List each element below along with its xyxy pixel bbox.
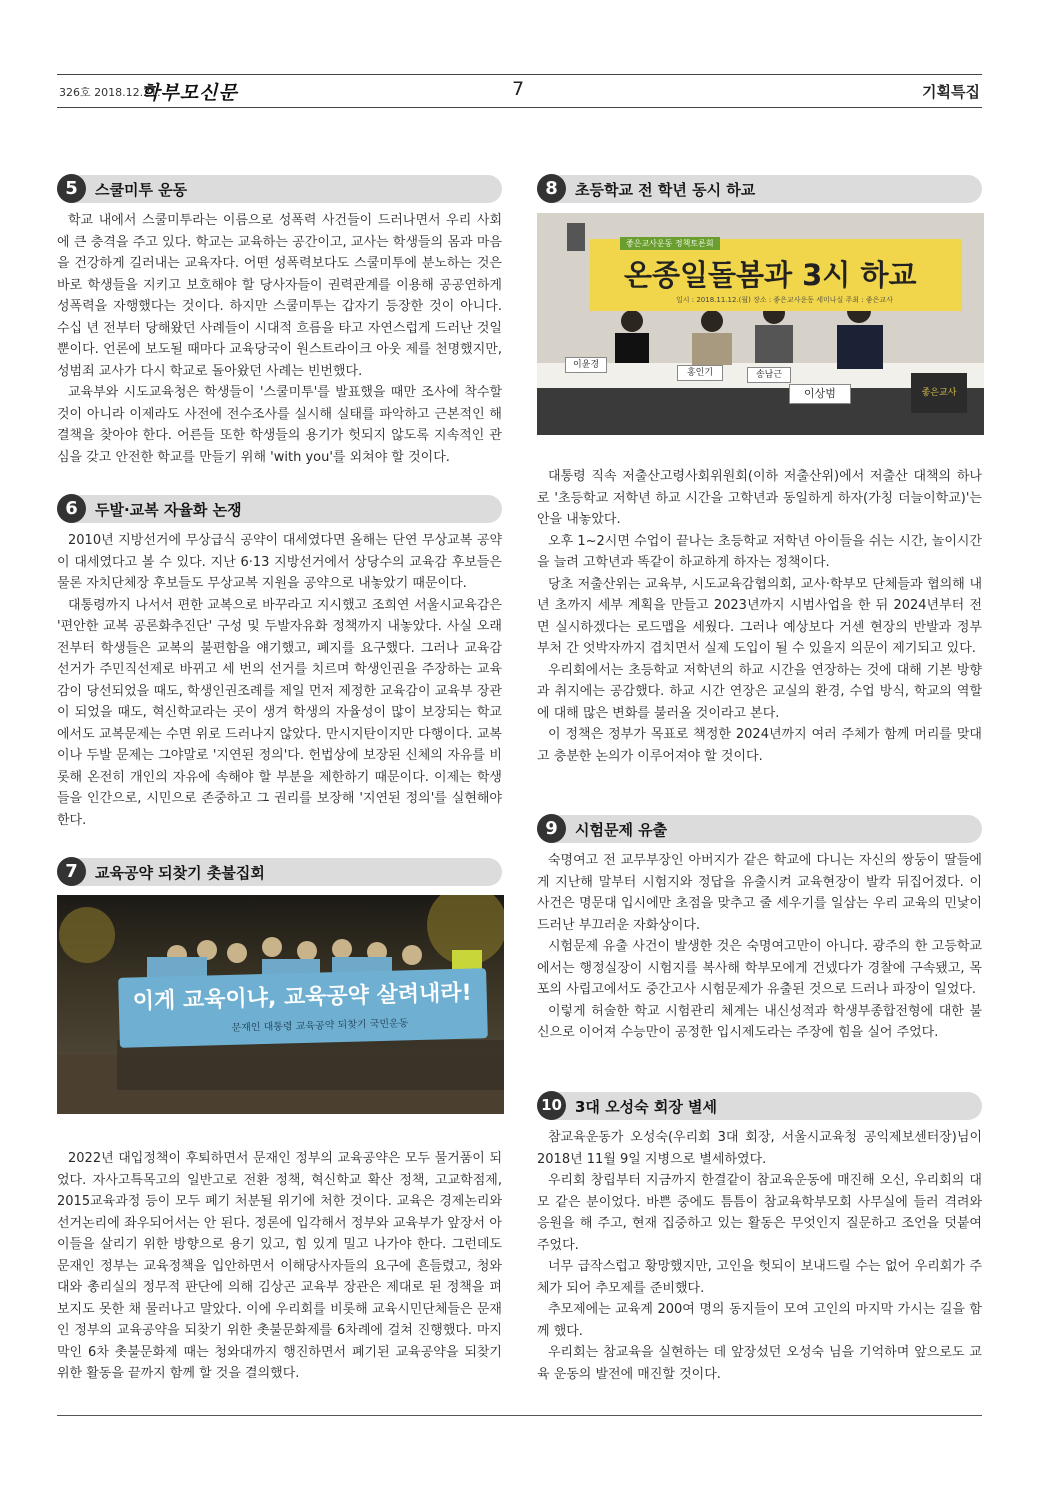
paragraph: 이 정책은 정부가 목표로 책정한 2024년까지 여러 주체가 함께 머리를 맞대고 충분한 논의가 이루어져야 할 것이다.: [537, 727, 982, 764]
nameplate: 송남근: [747, 367, 791, 383]
section-5-body: [57, 210, 502, 468]
section-8-body: [537, 466, 982, 767]
section-number: 8: [537, 174, 566, 203]
paragraph: 학교 내에서 스쿨미투라는 이름으로 성폭력 사건들이 드러나면서 우리 사회에 큰 충격을 주고 있다. 학교는 교육하는 공간이고, 교사는 학생들의 몸과 마음을 건강하게 길러내는 교육자다. 어떤 성폭력보다도 스쿨미투에 분노하는 것은 바로 학생들을 지키고 보호해야 할 당사자들이 권력관계를 이용해 공공연하게 성폭력을 자행했다는 것이다. 하지만 스쿨미투는 갑자기 등장한 것이 아니다. 수십 년 전부터 당해왔던 사례들이 시대적 흐름을 타고 자연스럽게 드러난 것일 뿐이다. 언론에 보도될 때마다 교육당국이 원스트라이크 아웃 제를 천명했지만, 성범죄 교사가 다시 학교로 돌아왔던 사례는 빈번했다.: [57, 213, 502, 379]
paragraph: 우리회에서는 초등학교 저학년의 하교 시간을 연장하는 것에 대해 기본 방향과 취지에는 공감했다. 하교 시간 연장은 교실의 환경, 수업 방식, 학교의 역할에 대해 많은 변화를 불러올 것이라고 본다.: [537, 662, 982, 721]
forum-photo: [537, 213, 984, 435]
section-title: 초등학교 전 학년 동시 하교: [575, 181, 756, 199]
paragraph: 너무 급작스럽고 황망했지만, 고인을 헛되이 보내드릴 수는 없어 우리회가 주체가 되어 추모제를 준비했다.: [537, 1259, 982, 1296]
paragraph: 숙명여고 전 교무부장인 아버지가 같은 학교에 다니는 자신의 쌍둥이 딸들에게 지난해 말부터 시험지와 정답을 유출시켜 교육현장이 발칵 뒤집어졌다. 이 사건은 명문대 입시에만 초점을 맞추고 줄 세우기를 일삼는 우리 교육의 민낯이 드러난 부끄러운 자화상이다.: [537, 853, 982, 933]
page-number: 7: [512, 78, 525, 100]
paragraph: 시험문제 유출 사건이 발생한 것은 숙명여고만이 아니다. 광주의 한 고등학교에서는 행정실장이 시험지를 복사해 학부모에게 건넸다가 경찰에 구속됐고, 목포의 사립고에서도 중간고사 시험문제가 유출된 것으로 드러나 파장이 일었다.: [537, 939, 982, 997]
paragraph: 오후 1~2시면 수업이 끝나는 초등학교 저학년 아이들을 쉬는 시간, 놀이시간을 늘려 고학년과 똑같이 하교하게 하자는 정책이다.: [537, 533, 982, 570]
rally-photo: [57, 895, 504, 1114]
paragraph: 2010년 지방선거에 무상급식 공약이 대세였다면 올해는 단연 무상교복 공약이 대세였다고 볼 수 있다. 지난 6·13 지방선거에서 상당수의 교육감 후보들은 물론 자치단체장 후보들도 무상교복 지원을 공약으로 내놓았기 때문이다.: [57, 533, 502, 591]
nameplate: 홍인기: [677, 365, 723, 381]
section-number: 6: [57, 494, 86, 523]
issue-date: 326호 2018.12.21.: [59, 86, 161, 99]
paragraph: 당초 저출산위는 교육부, 시도교육감협의회, 교사·학부모 단체들과 협의해 내년 초까지 세부 계획을 만들고 2023년까지 시범사업을 한 뒤 2024년부터 전면 실시하겠다는 로드맵을 세웠다. 그러나 예상보다 거센 현장의 반발과 정부 부처 간 엇박자까지 겹치면서 실제 도입이 될 수 있을지 의문이 제기되고 있다.: [537, 576, 982, 656]
paragraph: 대통령 직속 저출산고령사회위원회(이하 저출산위)에서 저출산 대책의 하나로 '초등학교 저학년 하교 시간을 고학년과 동일하게 하자(가칭 더늘이학교)'는 안을 내놓았다.: [537, 469, 982, 527]
forum-banner-title: 온종일돌봄과 3시 하교: [624, 258, 917, 292]
banner-caption: 문재인 대통령 교육공약 되찾기 국민운동: [231, 1018, 409, 1034]
section-title: 두발·교복 자율화 논쟁: [95, 501, 242, 519]
section-number: 10: [537, 1091, 566, 1120]
footer-rule: [57, 1415, 982, 1416]
forum-banner: [590, 239, 962, 311]
nameplate: 이상범: [789, 384, 851, 404]
paragraph: 교육부와 시도교육청은 학생들이 '스쿨미투'를 발표했을 때만 조사에 착수할 것이 아니라 이제라도 사전에 전수조사를 실시해 실태를 파악하고 근본적인 해결책을 찾아야 한다. 어른들 또한 학생들의 용기가 헛되지 않도록 지속적인 관심을 갖고 안전한 학교를 만들기 위해 'with you'를 외쳐야 할 것이다.: [57, 385, 502, 465]
section-5-heading: [57, 175, 502, 203]
newspaper-logo: 학부모신문: [141, 82, 238, 104]
forum-banner-info: 일시 : 2018.11.12.(월) 장소 : 좋은교사운동 세미나실 주최 : 좋은교사: [676, 296, 893, 304]
page-header: [57, 74, 982, 108]
section-10-heading: [537, 1092, 982, 1120]
section-9-body: [537, 850, 982, 1044]
section-7-body: [57, 1148, 502, 1385]
forum-banner-tag: 좋은교사운동 정책토론회: [620, 237, 720, 250]
section-title: 시험문제 유출: [575, 821, 668, 839]
section-6-body: [57, 530, 502, 831]
section-9-heading: [537, 815, 982, 843]
section-title: 스쿨미투 운동: [95, 181, 188, 199]
section-label: 기획특집: [922, 83, 980, 101]
paragraph: 추모제에는 교육계 200여 명의 동지들이 모여 고인의 마지막 가시는 길을 함께 했다.: [537, 1302, 982, 1339]
section-10-body: [537, 1127, 982, 1385]
section-number: 9: [537, 814, 566, 843]
paragraph: 대통령까지 나서서 편한 교복으로 바꾸라고 지시했고 조희연 서울시교육감은 '편안한 교복 공론화추진단' 구성 및 두발자유화 정책까지 내놓았다. 사실 오래전부터 학생들은 교복의 불편함을 얘기했고, 폐지를 요구했다. 그러나 교육감 선거가 주민직선제로 바뀌고 세 번의 선거를 치르며 학생인권을 주장하는 교육감이 당선되었을 때도, 학생인권조례를 제일 먼저 제정한 교육감이 교육부 장관이 되었을 때도, 혁신학교라는 곳이 생겨 학생의 자율성이 많이 보장되는 학교에서도 교복문제는 수면 위로 드러나지 않았다. 만시지탄이지만 다행이다. 교복이나 두발 문제는 그야말로 '지연된 정의'다. 헌법상에 보장된 신체의 자유를 비롯해 온전히 개인의 자유에 속해야 할 부분을 제한하기 때문이다. 이제는 학생들을 인간으로, 시민으로 존중하고 그 권리를 보장해 '지연된 정의'를 실현해야 한다.: [57, 597, 502, 828]
banner-slogan: 이게 교육이냐, 교육공약 살려내라!: [132, 980, 472, 1015]
forum-logo: 좋은교사: [911, 373, 967, 413]
paragraph: 2022년 대입정책이 후퇴하면서 문재인 정부의 교육공약은 모두 물거품이 되었다. 자사고특목고의 일반고로 전환 정책, 혁신학교 확산 정책, 고교학점제, 2015교육과정 등이 모두 폐기 처분될 위기에 처한 것이다. 교육은 경제논리와 선거논리에 좌우되어서는 안 된다. 정론에 입각해서 정부와 교육부가 앞장서 아이들을 살리기 위한 방향으로 용기 있고, 힘 있게 밀고 나가야 한다. 그런데도 문재인 정부는 교육정책을 입안하면서 이해당사자들의 요구에 흔들렸고, 청와대와 총리실의 정무적 판단에 의해 김상곤 교육부 장관은 제대로 된 정책을 펴보지도 못한 채 물러나고 말았다. 이에 우리회를 비롯해 교육시민단체들은 문재인 정부의 교육공약을 되찾기 위한 촛불문화제를 6차례에 걸쳐 진행했다. 마지막인 6차 촛불문화제 때는 청와대까지 행진하면서 폐기된 교육공약을 되찾기 위한 활동을 끝까지 함께 할 것을 결의했다.: [57, 1151, 502, 1381]
paragraph: 우리회는 참교육을 실현하는 데 앞장섰던 오성숙 님을 기억하며 앞으로도 교육 운동의 발전에 매진할 것이다.: [537, 1345, 982, 1382]
paragraph: 이렇게 허술한 학교 시험관리 체계는 내신성적과 학생부종합전형에 대한 불신으로 이어져 수능만이 공정한 입시제도라는 주장에 힘을 실어 주었다.: [537, 1003, 982, 1040]
section-6-heading: [57, 495, 502, 523]
section-number: 7: [57, 857, 86, 886]
section-number: 5: [57, 174, 86, 203]
paragraph: 우리회 창립부터 지금까지 한결같이 참교육운동에 매진해 오신, 우리회의 대모 같은 분이었다. 바쁜 중에도 틈틈이 참교육학부모회 사무실에 들러 격려와 응원을 해 주고, 현재 집중하고 있는 활동은 무엇인지 질문하고 조언을 덧붙여 주었다.: [537, 1173, 982, 1253]
rally-banner: [118, 968, 488, 1048]
paragraph: 참교육운동가 오성숙(우리회 3대 회장, 서울시교육청 공익제보센터장)님이 2018년 11월 9일 지병으로 별세하였다.: [537, 1130, 982, 1167]
section-title: 3대 오성숙 회장 별세: [575, 1098, 718, 1116]
section-title: 교육공약 되찾기 촛불집회: [95, 864, 265, 882]
section-8-heading: [537, 175, 982, 203]
section-7-heading: [57, 858, 502, 886]
nameplate: 이윤경: [565, 357, 607, 373]
